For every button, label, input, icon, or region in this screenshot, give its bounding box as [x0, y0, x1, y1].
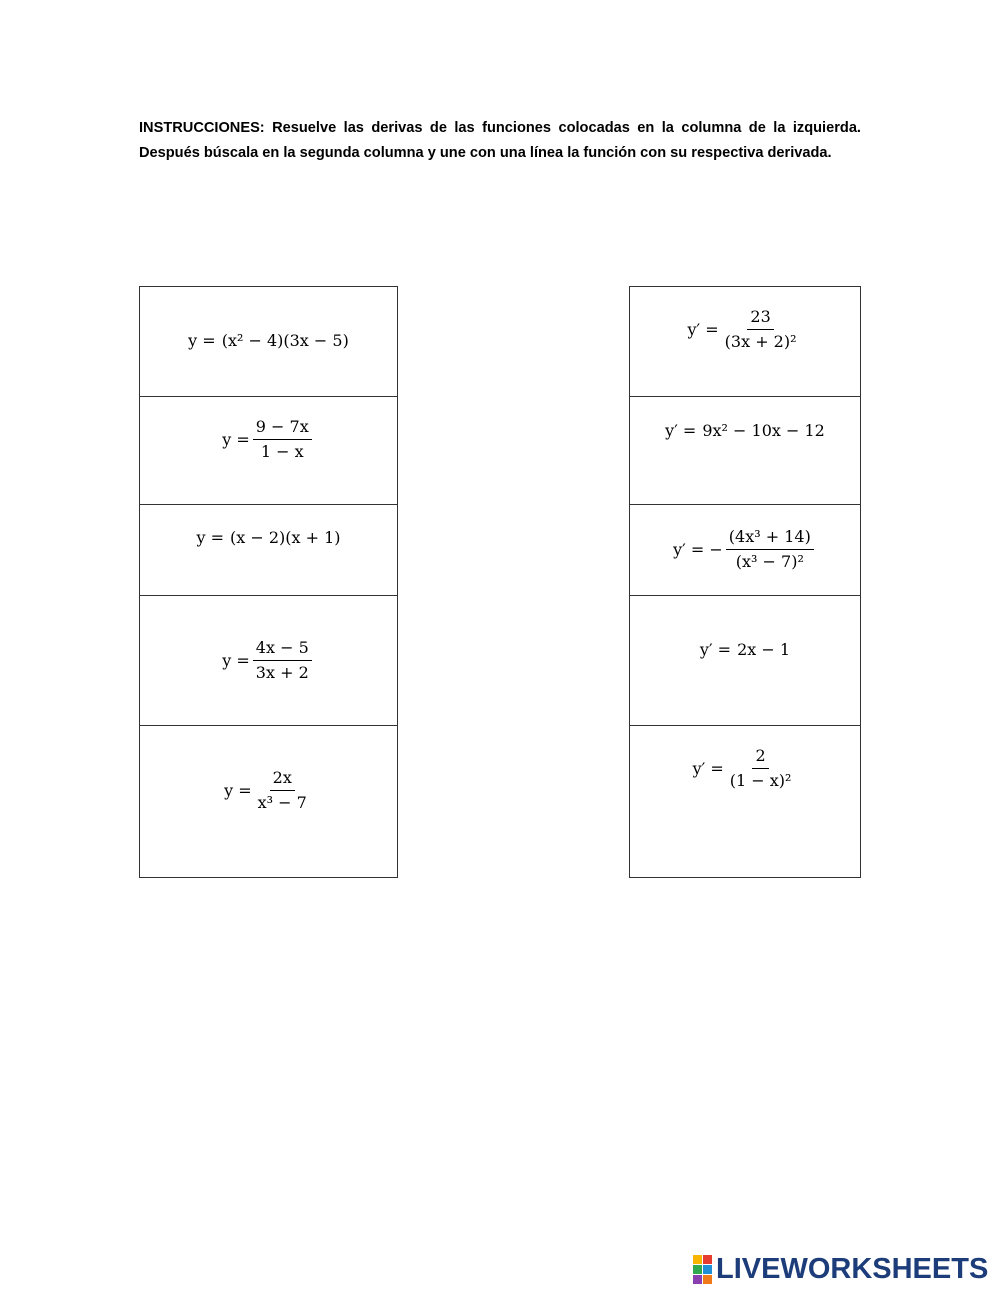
logo-square	[703, 1275, 712, 1284]
derivative-cell-5[interactable]	[630, 726, 860, 877]
derivative-cell-4[interactable]	[630, 596, 860, 726]
derivative-cell-3[interactable]	[630, 505, 860, 596]
logo-text: LIVEWORKSHEETS	[716, 1253, 989, 1285]
equation-expression: (x² − 4)(3x − 5)	[221, 331, 349, 350]
fraction-numerator: 4x − 5	[253, 638, 312, 661]
fraction-numerator: 2x	[270, 768, 295, 791]
derivative-cell-1[interactable]	[630, 287, 860, 397]
fraction-denominator: (1 − x)²	[729, 771, 792, 790]
fraction	[255, 768, 310, 813]
fraction-numerator: 23	[747, 307, 773, 330]
fraction-numerator: (4x³ + 14)	[726, 527, 814, 550]
fraction	[722, 307, 800, 352]
derivative-equation	[630, 421, 860, 440]
function-cell-3[interactable]	[140, 505, 397, 596]
function-equation	[140, 638, 397, 683]
derivative-equation	[630, 527, 860, 572]
logo-mark-icon	[693, 1255, 712, 1284]
fraction	[726, 527, 814, 572]
derivative-equation	[630, 307, 860, 352]
function-cell-4[interactable]	[140, 596, 397, 726]
logo-square	[693, 1255, 702, 1264]
fraction-denominator: (x³ − 7)²	[735, 552, 804, 571]
derivative-equation	[630, 746, 860, 791]
instructions-line-2: Después búscala en la segunda columna y une con una línea la función con su respectiva derivada.	[139, 145, 832, 161]
equation-expression: 9x² − 10x − 12	[702, 421, 825, 440]
equation-lhs: y =	[188, 331, 216, 350]
instructions-line-1: INSTRUCCIONES: Resuelve las derivas de las funciones colocadas en la columna de la izquierda.	[139, 120, 861, 136]
function-cell-1[interactable]	[140, 287, 397, 397]
equation-expression: (x − 2)(x + 1)	[230, 528, 341, 547]
function-cell-2[interactable]	[140, 397, 397, 505]
equation-lhs: y′ =	[699, 640, 732, 659]
function-equation	[140, 768, 397, 813]
function-equation	[140, 417, 397, 462]
equation-lhs: y′ =	[687, 320, 719, 339]
derivative-cell-2[interactable]	[630, 397, 860, 505]
equation-expression: 2x − 1	[737, 640, 791, 659]
fraction	[253, 417, 312, 462]
liveworksheets-logo	[693, 1254, 988, 1284]
logo-square	[703, 1265, 712, 1274]
fraction-denominator: (3x + 2)²	[724, 332, 797, 351]
fraction-denominator: x³ − 7	[257, 793, 307, 812]
equation-lhs: y′ =	[692, 759, 724, 778]
instructions	[139, 116, 861, 166]
logo-square	[693, 1275, 702, 1284]
fraction-numerator: 2	[752, 746, 768, 769]
fraction-denominator: 1 − x	[260, 442, 304, 461]
equation-lhs: y′ = −	[673, 540, 723, 559]
fraction	[727, 746, 795, 791]
equation-lhs: y =	[196, 528, 224, 547]
logo-square	[703, 1255, 712, 1264]
fraction-denominator: 3x + 2	[255, 663, 309, 682]
equation-lhs: y′ =	[665, 421, 697, 440]
function-equation	[140, 528, 397, 547]
functions-column	[139, 286, 398, 878]
equation-lhs: y =	[224, 781, 252, 800]
derivative-equation	[630, 640, 860, 659]
function-cell-5[interactable]	[140, 726, 397, 877]
derivatives-column	[629, 286, 861, 878]
equation-lhs: y =	[222, 430, 250, 449]
function-equation	[140, 331, 397, 350]
fraction-numerator: 9 − 7x	[253, 417, 312, 440]
equation-lhs: y =	[222, 651, 250, 670]
logo-square	[693, 1265, 702, 1274]
fraction	[253, 638, 312, 683]
